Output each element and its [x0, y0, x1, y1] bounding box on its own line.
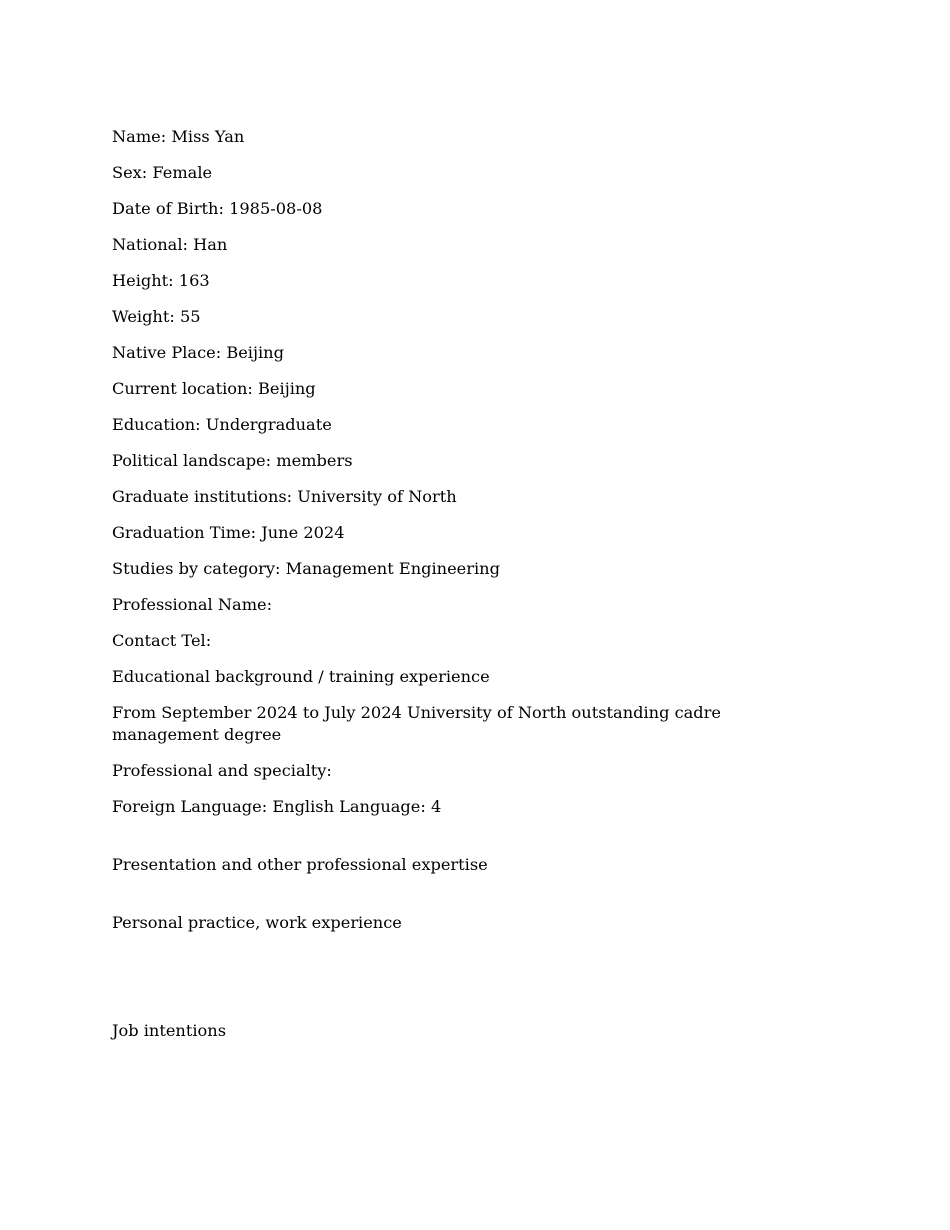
- practice-experience-heading: Personal practice, work experience: [112, 913, 402, 932]
- foreign-language-field: Foreign Language: English Language: 4: [112, 797, 442, 816]
- studies-category-field: Studies by category: Management Engineering: [112, 559, 500, 578]
- sex-field: Sex: Female: [112, 163, 213, 182]
- political-landscape-field: Political landscape: members: [112, 451, 353, 470]
- date-of-birth-field: Date of Birth: 1985-08-08: [112, 199, 323, 218]
- presentation-heading: Presentation and other professional expertise: [112, 855, 488, 874]
- height-field: Height: 163: [112, 271, 210, 290]
- education-entry: From September 2024 to July 2024 University of North outstanding cadre management degree: [112, 703, 721, 744]
- name-field: Name: Miss Yan: [112, 127, 245, 146]
- graduate-institutions-field: Graduate institutions: University of North: [112, 487, 457, 506]
- weight-field: Weight: 55: [112, 307, 201, 326]
- professional-specialty-field: Professional and specialty:: [112, 761, 332, 780]
- native-place-field: Native Place: Beijing: [112, 343, 284, 362]
- job-intentions-heading: Job intentions: [112, 1021, 227, 1040]
- contact-tel-field: Contact Tel:: [112, 631, 212, 650]
- education-field: Education: Undergraduate: [112, 415, 332, 434]
- current-location-field: Current location: Beijing: [112, 379, 316, 398]
- professional-name-field: Professional Name:: [112, 595, 273, 614]
- national-field: National: Han: [112, 235, 228, 254]
- resume-document: [112, 126, 832, 1056]
- graduation-time-field: Graduation Time: June 2024: [112, 523, 345, 542]
- education-background-heading: Educational background / training experience: [112, 667, 490, 686]
